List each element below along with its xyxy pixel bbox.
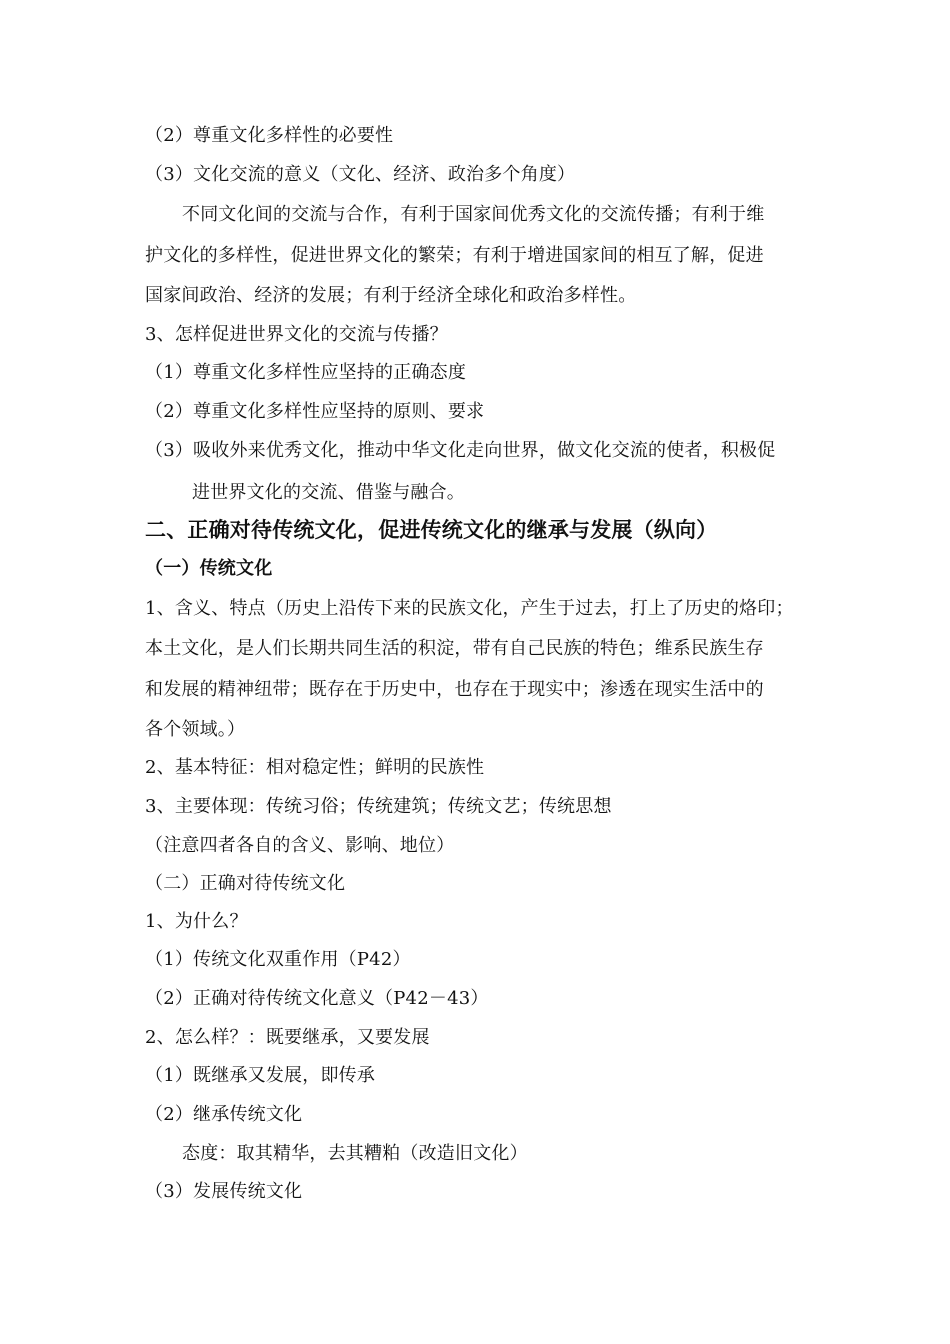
paragraph-line: 国家间政治、经济的发展；有利于经济全球化和政治多样性。 <box>145 285 637 306</box>
paragraph-line: 1、含义、特点（历史上沿传下来的民族文化，产生于过去，打上了历史的烙印； <box>145 598 794 619</box>
text-line: 2、怎么样？：既要继承，又要发展 <box>145 1027 430 1048</box>
text-line: （二）正确对待传统文化 <box>145 873 346 894</box>
text-line: （1）既继承又发展，即传承 <box>145 1065 376 1086</box>
text-line: 进世界文化的交流、借鉴与融合。 <box>192 482 465 503</box>
text-line: 3、主要体现：传统习俗；传统建筑；传统文艺；传统思想 <box>145 796 612 817</box>
text-line: （2）尊重文化多样性应坚持的原则、要求 <box>145 401 485 422</box>
text-line: （注意四者各自的含义、影响、地位） <box>145 835 455 856</box>
text-line: 3、怎样促进世界文化的交流与传播？ <box>145 324 448 345</box>
text-line: （2）尊重文化多样性的必要性 <box>145 125 394 146</box>
section-heading: 二、正确对待传统文化，促进传统文化的继承与发展（纵向） <box>145 517 718 542</box>
paragraph-line: 本土文化，是人们长期共同生活的积淀，带有自己民族的特色；维系民族生存 <box>145 638 764 659</box>
paragraph-line: 各个领域。） <box>145 719 246 740</box>
text-line: （1）尊重文化多样性应坚持的正确态度 <box>145 362 467 383</box>
text-line: （3）发展传统文化 <box>145 1181 303 1202</box>
paragraph-line: 护文化的多样性，促进世界文化的繁荣；有利于增进国家间的相互了解，促进 <box>145 245 764 266</box>
text-line: 1、为什么？ <box>145 911 248 932</box>
text-line: 态度：取其精华，去其糟粕（改造旧文化） <box>182 1143 528 1164</box>
text-line: （2）正确对待传统文化意义（P42－43） <box>145 988 489 1009</box>
text-line: （3）文化交流的意义（文化、经济、政治多个角度） <box>145 164 576 185</box>
text-line: （1）传统文化双重作用（P42） <box>145 949 411 970</box>
text-line: （2）继承传统文化 <box>145 1104 303 1125</box>
text-line: （3）吸收外来优秀文化，推动中华文化走向世界，做文化交流的使者，积极促 <box>145 440 776 461</box>
paragraph-line: 和发展的精神纽带；既存在于历史中，也存在于现实中；渗透在现实生活中的 <box>145 679 764 700</box>
subsection-heading: （一）传统文化 <box>145 558 273 579</box>
paragraph-line: 不同文化间的交流与合作，有利于国家间优秀文化的交流传播；有利于维 <box>182 204 765 225</box>
text-line: 2、基本特征：相对稳定性；鲜明的民族性 <box>145 757 485 778</box>
